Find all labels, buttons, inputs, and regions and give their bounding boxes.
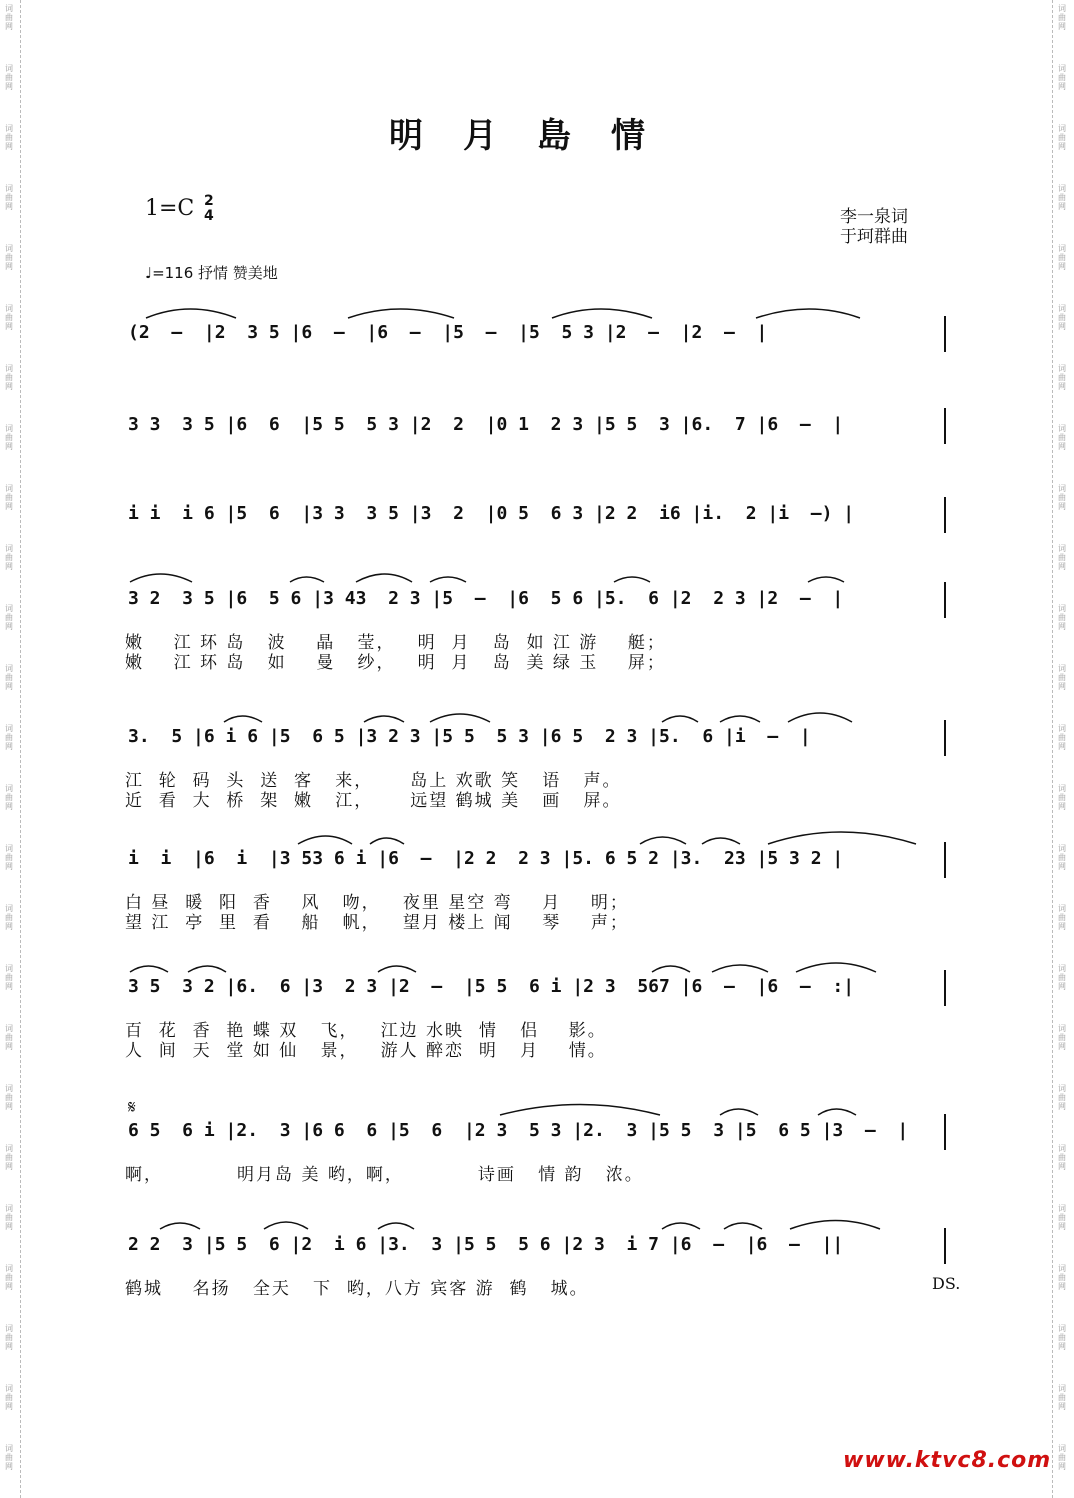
watermark-text: 词曲网 bbox=[1058, 4, 1066, 31]
slur bbox=[818, 1109, 856, 1115]
slur bbox=[364, 716, 404, 722]
slur bbox=[788, 713, 852, 722]
notation-line: 2 2 3 |5 5 6 |2 i 6 |3. 3 |5 5 5 6 |2 3 i 7 |6 – |6 – || bbox=[128, 1234, 844, 1255]
watermark-text: 词曲网 bbox=[5, 304, 13, 331]
watermark-text: 词曲网 bbox=[5, 364, 13, 391]
watermark-text: 词曲网 bbox=[5, 124, 13, 151]
watermark-text: 词曲网 bbox=[1058, 64, 1066, 91]
slur bbox=[652, 966, 690, 972]
key-signature: 1=C bbox=[145, 196, 195, 221]
watermark-text: 词曲网 bbox=[1058, 904, 1066, 931]
watermark-text: 词曲网 bbox=[5, 784, 13, 811]
slur bbox=[712, 965, 768, 972]
composer-credit: 于珂群曲 bbox=[840, 227, 908, 247]
slur bbox=[264, 1222, 308, 1229]
watermark-text: 词曲网 bbox=[5, 724, 13, 751]
watermark-text: 词曲网 bbox=[1058, 664, 1066, 691]
slur bbox=[356, 574, 412, 582]
slur bbox=[290, 577, 324, 582]
watermark-text: 词曲网 bbox=[1058, 244, 1066, 271]
slur bbox=[500, 1105, 660, 1116]
notation-line: (2 – |2 3 5 |6 – |6 – |5 – |5 5 3 |2 – |2 – | bbox=[128, 322, 768, 343]
watermark-text: 词曲网 bbox=[5, 1024, 13, 1051]
notation-line: 6 5 6 i |2. 3 |6 6 6 |5 6 |2 3 5 3 |2. 3 |5 5 3 |5 6 5 |3 – | bbox=[128, 1120, 909, 1141]
watermark-text: 词曲网 bbox=[5, 1144, 13, 1171]
notation-line: 3. 5 |6 i 6 |5 6 5 |3 2 3 |5 5 5 3 |6 5 2 3 |5. 6 |i – | bbox=[128, 726, 811, 747]
slur bbox=[146, 309, 236, 318]
slur bbox=[720, 716, 760, 722]
slur bbox=[662, 1223, 700, 1229]
slur bbox=[640, 837, 686, 844]
slur bbox=[614, 577, 650, 582]
watermark-text: 词曲网 bbox=[1058, 544, 1066, 571]
notation-line: 3 3 3 5 |6 6 |5 5 5 3 |2 2 |0 1 2 3 |5 5 3 |6. 7 |6 – | bbox=[128, 414, 844, 435]
slur bbox=[808, 577, 844, 582]
watermark-text: 词曲网 bbox=[1058, 784, 1066, 811]
watermark-text: 词曲网 bbox=[1058, 844, 1066, 871]
lyric-line: 望 江 亭 里 看 船 帆， 望月 楼上 闻 琴 声； bbox=[125, 913, 629, 933]
watermark-text: 词曲网 bbox=[5, 244, 13, 271]
watermark-text: 词曲网 bbox=[1058, 604, 1066, 631]
watermark-text: 词曲网 bbox=[5, 1264, 13, 1291]
watermark-text: 词曲网 bbox=[5, 544, 13, 571]
slur bbox=[702, 838, 740, 844]
slur bbox=[378, 966, 416, 972]
watermark-text: 词曲网 bbox=[5, 1384, 13, 1411]
lyric-line: 啊， 明月岛 美 哟，啊， 诗画 情 韵 浓。 bbox=[125, 1165, 644, 1185]
lyric-line: 鹤城 名扬 全天 下 哟，八方 宾客 游 鹤 城。 bbox=[125, 1279, 589, 1299]
lyric-line: 江 轮 码 头 送 客 来， 岛上 欢歌 笑 语 声。 bbox=[125, 771, 622, 791]
notation-line: i i |6 i |3 53 6 i |6 – |2 2 2 3 |5. 6 5 2 |3. 23 |5 3 2 | bbox=[128, 848, 844, 869]
lyric-line: 近 看 大 桥 架 嫩 江， 远望 鹤城 美 画 屏。 bbox=[125, 791, 622, 811]
watermark-text: 词曲网 bbox=[1058, 1264, 1066, 1291]
watermark-text: 词曲网 bbox=[1058, 424, 1066, 451]
slur bbox=[298, 836, 352, 844]
slur bbox=[224, 716, 262, 722]
watermark-text: 词曲网 bbox=[1058, 364, 1066, 391]
watermark-text: 词曲网 bbox=[5, 4, 13, 31]
lyric-line: 白 昼 暖 阳 香 风 吻， 夜里 星空 弯 月 明； bbox=[125, 893, 629, 913]
slur bbox=[796, 963, 876, 972]
watermark-text: 词曲网 bbox=[5, 1084, 13, 1111]
watermark-text: 词曲网 bbox=[1058, 124, 1066, 151]
notation-line: 3 2 3 5 |6 5 6 |3 43 2 3 |5 – |6 5 6 |5. 6 |2 2 3 |2 – | bbox=[128, 588, 844, 609]
watermark-text: 词曲网 bbox=[5, 1324, 13, 1351]
song-title: 明月島情 bbox=[389, 116, 685, 156]
slur bbox=[720, 1109, 758, 1115]
lyric-line: 百 花 香 艳 蝶 双 飞， 江边 水映 情 侣 影。 bbox=[125, 1021, 607, 1041]
watermark-text: 词曲网 bbox=[1058, 1144, 1066, 1171]
slur bbox=[724, 1223, 762, 1229]
watermark-text: 词曲网 bbox=[5, 664, 13, 691]
slur bbox=[790, 1221, 880, 1230]
watermark-text: 词曲网 bbox=[5, 604, 13, 631]
slur bbox=[188, 966, 226, 972]
watermark-text: 词曲网 bbox=[1058, 1324, 1066, 1351]
lyricist-credit: 李一泉词 bbox=[840, 207, 908, 227]
slur bbox=[160, 1223, 200, 1229]
slur bbox=[348, 309, 454, 318]
lyric-line: 嫩 江 环 岛 如 曼 纱， 明 月 岛 美 绿 玉 屏； bbox=[125, 653, 666, 673]
lyric-line: 嫩 江 环 岛 波 晶 莹， 明 月 岛 如 江 游 艇； bbox=[125, 633, 666, 653]
notation-line: i i i 6 |5 6 |3 3 3 5 |3 2 |0 5 6 3 |2 2 i6 |i. 2 |i –) | bbox=[128, 503, 855, 524]
watermark-text: 词曲网 bbox=[1058, 1204, 1066, 1231]
slur bbox=[552, 309, 652, 318]
watermark-text: 词曲网 bbox=[5, 1444, 13, 1471]
watermark-text: 词曲网 bbox=[5, 184, 13, 211]
slur bbox=[756, 309, 860, 318]
watermark-text: 词曲网 bbox=[1058, 724, 1066, 751]
slur bbox=[662, 716, 698, 722]
watermark-text: 词曲网 bbox=[1058, 1444, 1066, 1471]
watermark-text: 词曲网 bbox=[5, 844, 13, 871]
watermark-text: 词曲网 bbox=[5, 64, 13, 91]
watermark-text: 词曲网 bbox=[1058, 184, 1066, 211]
watermark-text: 词曲网 bbox=[1058, 1084, 1066, 1111]
site-logo: www.ktvc8.com bbox=[843, 1448, 1052, 1473]
watermark-text: 词曲网 bbox=[1058, 964, 1066, 991]
slur bbox=[370, 838, 404, 844]
watermark-text: 词曲网 bbox=[5, 484, 13, 511]
slur bbox=[378, 1223, 414, 1229]
tempo-marking: ♩=116 抒情 赞美地 bbox=[145, 264, 278, 282]
slur bbox=[130, 574, 192, 582]
watermark-text: 词曲网 bbox=[5, 424, 13, 451]
slur bbox=[768, 832, 916, 844]
watermark-text: 词曲网 bbox=[5, 964, 13, 991]
lyric-line: 人 间 天 堂 如 仙 景， 游人 醉恋 明 月 情。 bbox=[125, 1041, 607, 1061]
slur bbox=[430, 577, 466, 582]
watermark-text: 词曲网 bbox=[1058, 304, 1066, 331]
watermark-text: 词曲网 bbox=[1058, 484, 1066, 511]
watermark-text: 词曲网 bbox=[1058, 1384, 1066, 1411]
watermark-text: 词曲网 bbox=[5, 904, 13, 931]
watermark-text: 词曲网 bbox=[1058, 1024, 1066, 1051]
slur bbox=[130, 966, 168, 972]
notation-line: 3 5 3 2 |6. 6 |3 2 3 |2 – |5 5 6 i |2 3 567 |6 – |6 – :| bbox=[128, 976, 855, 997]
time-signature: 2 4 bbox=[204, 193, 214, 224]
dal-segno-mark: DS. bbox=[932, 1274, 961, 1293]
segno-sign: 𝄋 bbox=[128, 1097, 136, 1118]
watermark-text: 词曲网 bbox=[5, 1204, 13, 1231]
slur bbox=[430, 714, 490, 722]
